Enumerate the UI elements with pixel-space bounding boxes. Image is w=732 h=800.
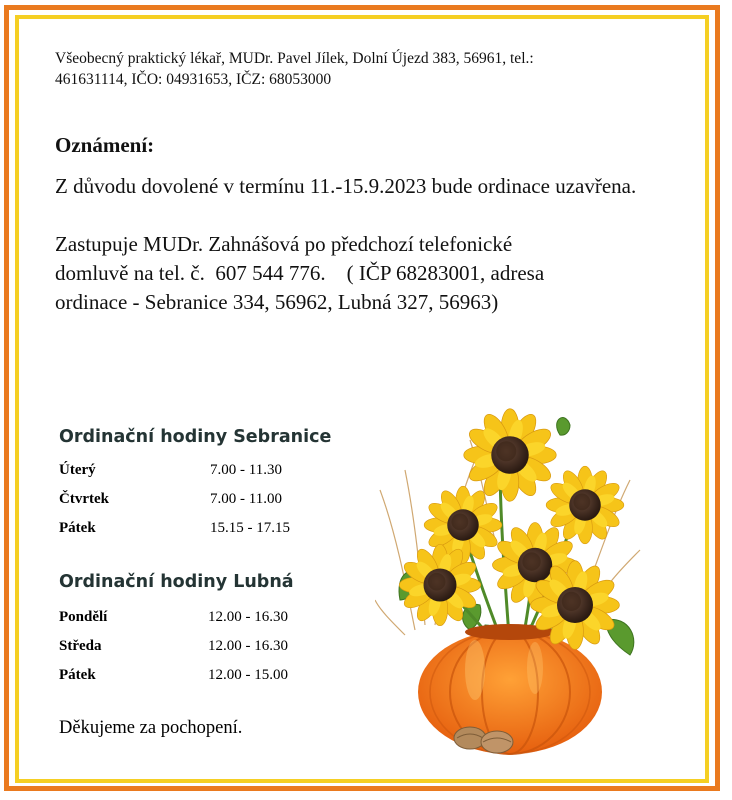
day-label: Středa <box>59 638 102 654</box>
notice-paragraph-1: Z důvodu dovolené v termínu 11.-15.9.2023 bude ordinace uzavřena. <box>55 174 637 198</box>
notice-paragraph-2 <box>55 230 695 317</box>
notice-title: Oznámení: <box>55 133 155 157</box>
header-line-1: Všeobecný praktický lékař, MUDr. Pavel Jílek, Dolní Újezd 383, 56961, tel.: <box>55 50 534 67</box>
closing-text: Děkujeme za pochopení. <box>59 718 243 738</box>
document-body <box>55 48 695 317</box>
notice-paragraph-2-line-1: Zastupuje MUDr. Zahnášová po předchozí telefonické <box>55 232 513 256</box>
notice-paragraph-2-line-3: ordinace - Sebranice 334, 56962, Lubná 327, 56963) <box>55 290 499 314</box>
day-label: Pátek <box>59 667 96 683</box>
sebranice-hours-title: Ordinační hodiny Sebranice <box>59 427 332 447</box>
notice-paragraph-2-line-2: domluvě na tel. č. 607 544 776. ( IČP 68283001, adresa <box>55 261 545 285</box>
sunflowers-in-pumpkin-illustration <box>375 400 645 760</box>
hours-value: 12.00 - 15.00 <box>208 667 288 683</box>
day-label: Úterý <box>59 462 96 478</box>
header-line-2: 461631114, IČO: 04931653, IČZ: 68053000 <box>55 71 332 88</box>
hours-value: 15.15 - 17.15 <box>210 520 290 536</box>
lubna-hours-title: Ordinační hodiny Lubná <box>59 572 294 592</box>
day-label: Pátek <box>59 520 96 536</box>
day-label: Pondělí <box>59 609 108 625</box>
day-label: Čtvrtek <box>59 491 109 507</box>
hours-value: 7.00 - 11.00 <box>210 491 282 507</box>
hours-value: 12.00 - 16.30 <box>208 638 288 654</box>
hours-value: 12.00 - 16.30 <box>208 609 288 625</box>
hours-value: 7.00 - 11.30 <box>210 462 282 478</box>
